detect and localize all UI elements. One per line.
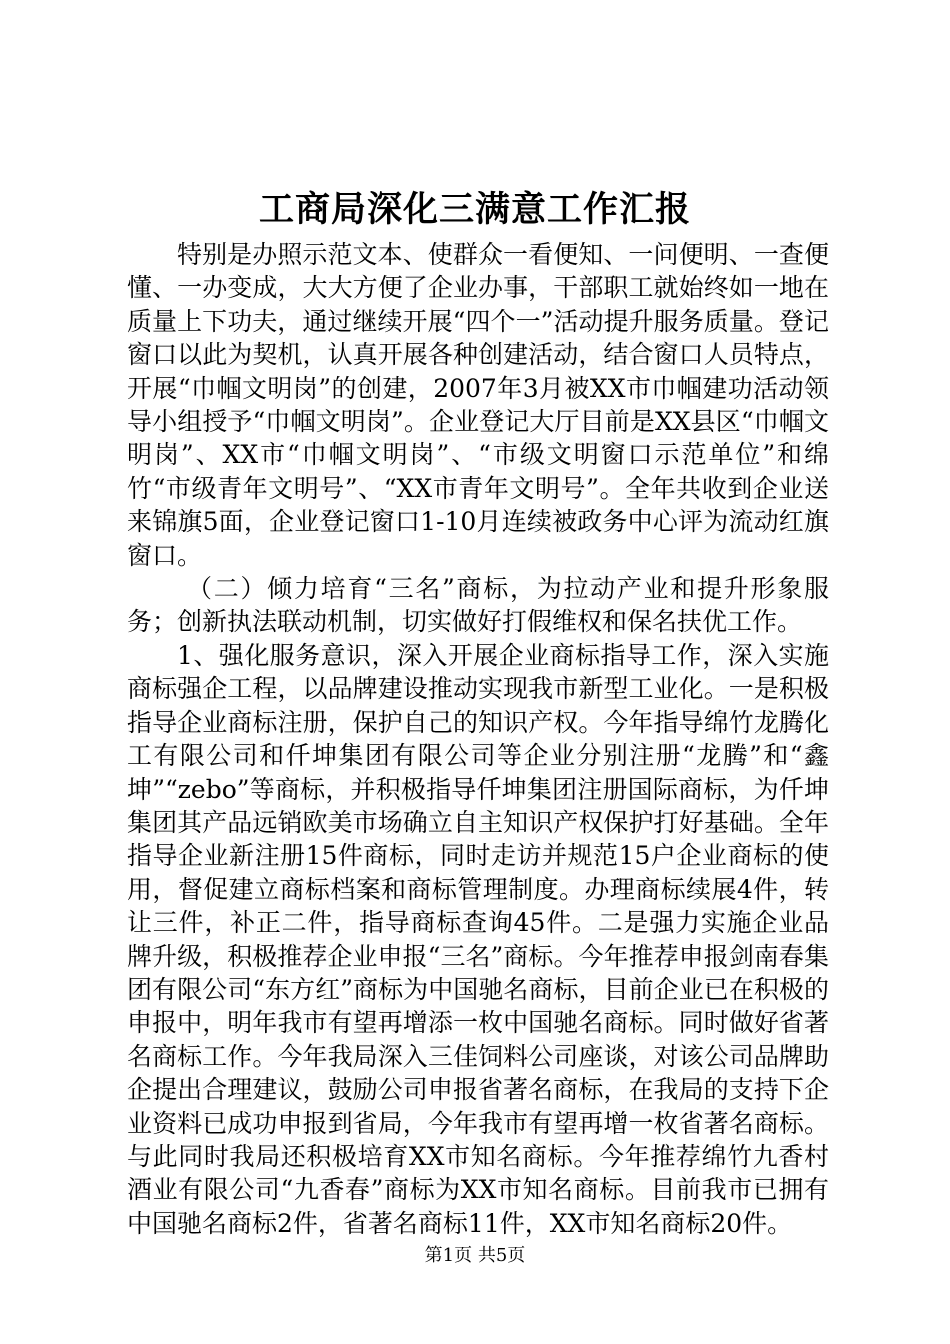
paragraph-2: （二）倾力培育“三名”商标，为拉动产业和提升形象服务；创新执法联动机制，切实做好打假维权和保名扶优工作。 <box>127 574 829 637</box>
document-title: 工商局深化三满意工作汇报 <box>258 189 691 230</box>
paragraph-3: 1、强化服务意识，深入开展企业商标指导工作，深入实施商标强企工程，以品牌建设推动实现我市新型工业化。一是积极指导企业商标注册，保护自己的知识产权。今年指导绵竹龙腾化工有限公司和仟坤集团有限公司等企业分别注册“龙腾”和“鑫坤”“zebo”等商标，并积极指导仟坤集团注册国际商标，为仟坤集团其产品远销欧美市场确立自主知识产权保护打好基础。全年指导企业新注册15件商标，同时走访并规范15户企业商标的使用，督促建立商标档案和商标管理制度。办理商标续展4件，转让三件，补正二件，指导商标查询45件。二是强力实施企业品牌升级，积极推荐企业申报“三名”商标。今年推荐申报剑南春集团有限公司“东方红”商标为中国驰名商标，目前企业已在积极的申报中，明年我市有望再增添一枚中国驰名商标。同时做好省著名商标工作。今年我局深入三佳饲料公司座谈，对该公司品牌助企提出合理建议，鼓励公司申报省著名商标，在我局的支持下企业资料已成功申报到省局，今年我市有望再增一枚省著名商标。与此同时我局还积极培育XX市知名商标。今年推荐绵竹九香村酒业有限公司“九香春”商标为XX市知名商标。目前我市已拥有中国驰名商标2件，省著名商标11件，XX市知名商标20件。 <box>127 640 829 1238</box>
paragraph-1: 特别是办照示范文本、使群众一看便知、一问便明、一查便懂、一办变成，大大方便了企业办事，干部职工就始终如一地在质量上下功夫，通过继续开展“四个一”活动提升服务质量。登记窗口以此为契机，认真开展各种创建活动，结合窗口人员特点，开展“巾帼文明岗”的创建，2007年3月被XX市巾帼建功活动领导小组授予“巾帼文明岗”。企业登记大厅目前是XX县区“巾帼文明岗”、XX市“巾帼文明岗”、“市级文明窗口示范单位”和绵竹“市级青年文明号”、“XX市青年文明号”。全年共收到企业送来锦旗5面，企业登记窗口1-10月连续被政务中心评为流动红旗窗口。 <box>127 240 829 570</box>
document-body <box>127 238 829 1240</box>
page-footer: 第1页 共5页 <box>424 1245 526 1266</box>
